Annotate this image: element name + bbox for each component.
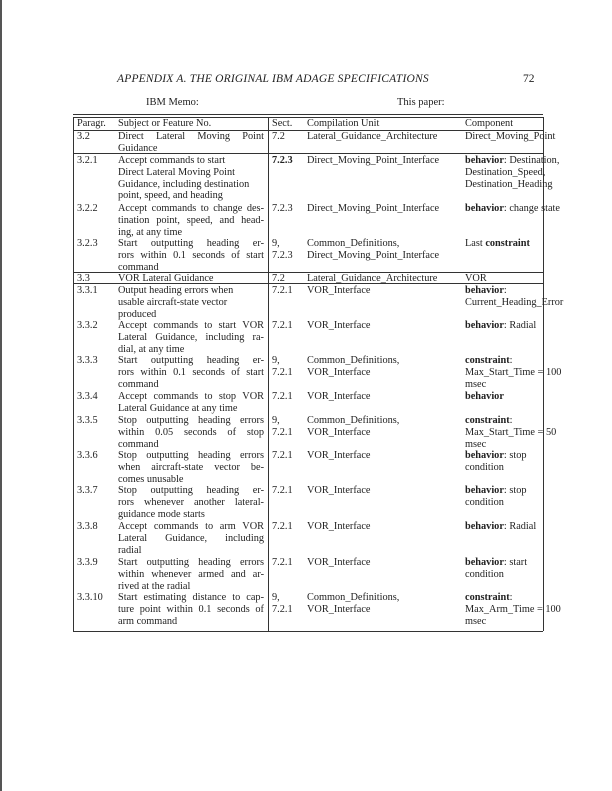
paragraph-number: 3.3.1 <box>77 285 98 296</box>
paragraph-number: 3.3 <box>77 273 90 284</box>
subject-cell <box>118 285 264 320</box>
component-line <box>465 155 559 167</box>
compilation-unit-cell <box>307 485 370 497</box>
subject-line: Guidance <box>118 142 158 154</box>
compilation-unit-cell <box>307 131 437 143</box>
section-cell <box>272 355 293 379</box>
paragraph-number: 3.3.8 <box>77 521 98 532</box>
subject-cell <box>118 238 264 273</box>
component-cell <box>465 238 530 250</box>
component-text: Destination_Speed, <box>465 166 546 178</box>
component-text: : <box>509 415 513 426</box>
col-header-compilation-unit: Compilation Unit <box>307 118 380 129</box>
compilation-unit-cell <box>307 521 370 533</box>
component-line <box>465 297 563 309</box>
paragraph-number: 3.3.5 <box>77 415 98 426</box>
component-cell <box>465 131 555 143</box>
component-cell <box>465 450 527 474</box>
component-text: Last <box>465 238 486 249</box>
unit-line: VOR_Interface <box>307 603 371 615</box>
subject-line: Accept commands to arm VOR <box>118 521 264 532</box>
section-cell <box>272 285 293 297</box>
component-text: : <box>509 592 513 603</box>
section-line: 7.2.3 <box>272 155 293 166</box>
rule <box>73 114 543 115</box>
compilation-unit-cell <box>307 355 399 379</box>
subject-line: Direct Lateral Moving Point <box>118 131 264 142</box>
subject-line: dial, at any time <box>118 343 185 355</box>
subject-line: command <box>118 438 159 450</box>
subject-line: rors whenever another lateral- <box>118 496 264 508</box>
section-cell <box>272 450 293 462</box>
subject-cell <box>118 273 264 285</box>
subject-line: Start outputting heading er- <box>118 355 264 366</box>
subject-line: point, speed, and heading <box>118 190 223 202</box>
subject-line: Guidance, including destination <box>118 178 250 190</box>
section-cell <box>272 238 293 262</box>
paragraph-number: 3.2 <box>77 131 90 142</box>
subject-line: Start outputting heading errors <box>118 557 264 568</box>
page-number: 72 <box>523 73 535 85</box>
subject-line: Accept commands to stop VOR <box>118 391 264 402</box>
component-line <box>465 485 527 497</box>
subject-line: radial <box>118 544 142 556</box>
keyword: behavior <box>465 155 504 166</box>
component-text: Max_Start_Time = 100 <box>465 366 562 378</box>
subject-cell <box>118 450 264 485</box>
subject-line: Accept commands to change des- <box>118 203 264 214</box>
section-line: 7.2.1 <box>272 366 293 378</box>
subject-line: usable aircraft-state vector <box>118 296 228 308</box>
section-line: 7.2 <box>272 273 285 284</box>
paragraph-number: 3.3.6 <box>77 450 98 461</box>
paragraph-number: 3.2.1 <box>77 155 98 166</box>
compilation-unit-cell <box>307 203 439 215</box>
section-line: 7.2 <box>272 131 285 142</box>
subject-line: Stop outputting heading errors <box>118 450 264 461</box>
section-line: 7.2.1 <box>272 320 293 331</box>
section-line: 7.2.1 <box>272 285 293 296</box>
unit-line: VOR_Interface <box>307 450 371 461</box>
component-text: Current_Heading_Error <box>465 296 564 308</box>
subject-line: rors within 0.1 seconds of start <box>118 366 264 378</box>
subject-line: command <box>118 378 159 390</box>
compilation-unit-cell <box>307 391 370 403</box>
component-line <box>465 391 504 403</box>
section-cell <box>272 485 293 497</box>
component-line <box>465 367 561 379</box>
unit-line: Direct_Moving_Point_Interface <box>307 249 440 261</box>
subject-line: Accept commands to start <box>118 155 226 166</box>
component-line <box>465 179 559 191</box>
rule <box>268 117 269 631</box>
caption-ibm-memo: IBM Memo: <box>146 97 199 108</box>
component-line <box>465 203 560 215</box>
rule <box>73 117 74 631</box>
component-text: : start <box>503 557 528 568</box>
unit-line: Common_Definitions, <box>307 592 400 603</box>
component-line <box>465 355 561 367</box>
component-text: msec <box>465 438 487 450</box>
unit-line: Common_Definitions, <box>307 415 400 426</box>
compilation-unit-cell <box>307 592 399 616</box>
component-text: condition <box>465 568 504 580</box>
unit-line: VOR_Interface <box>307 426 371 438</box>
section-cell <box>272 391 293 403</box>
subject-cell <box>118 355 264 390</box>
subject-line: Lateral Guidance, including ra- <box>118 331 264 343</box>
keyword: constraint <box>465 592 510 603</box>
paragraph-number: 3.3.9 <box>77 557 98 568</box>
component-cell <box>465 415 556 450</box>
paragraph-number: 3.2.3 <box>77 238 98 249</box>
component-line <box>465 415 556 427</box>
caption-this-paper: This paper: <box>397 97 445 108</box>
compilation-unit-cell <box>307 557 370 569</box>
section-cell <box>272 203 293 215</box>
subject-cell <box>118 203 264 238</box>
component-text: condition <box>465 496 504 508</box>
subject-line: Lateral Guidance at any time <box>118 402 238 414</box>
component-text: : stop <box>503 485 527 496</box>
component-cell <box>465 285 563 309</box>
section-cell <box>272 131 285 143</box>
keyword: constraint <box>465 355 510 366</box>
keyword: constraint <box>485 238 530 249</box>
unit-line: VOR_Interface <box>307 285 371 296</box>
section-cell <box>272 320 293 332</box>
section-cell <box>272 592 293 616</box>
section-cell <box>272 155 293 167</box>
component-line <box>465 592 561 604</box>
component-cell <box>465 592 561 627</box>
subject-line: comes unusable <box>118 473 184 485</box>
subject-line: rived at the radial <box>118 580 191 592</box>
subject-line: Accept commands to start VOR <box>118 320 264 331</box>
subject-line: Start outputting heading er- <box>118 238 264 249</box>
component-cell <box>465 203 560 215</box>
section-line: 9, <box>272 238 280 249</box>
unit-line: VOR_Interface <box>307 485 371 496</box>
subject-line: arm command <box>118 615 178 627</box>
subject-line: Output heading errors when <box>118 285 234 296</box>
component-text: : change state <box>503 203 560 214</box>
component-cell <box>465 391 504 403</box>
subject-line: Direct Lateral Moving Point <box>118 166 235 178</box>
subject-line: Stop outputting heading er- <box>118 485 264 496</box>
unit-line: Common_Definitions, <box>307 355 400 366</box>
scan-edge <box>0 0 2 791</box>
section-line: 7.2.1 <box>272 450 293 461</box>
component-text: Direct_Moving_Point <box>465 131 556 142</box>
component-text: Max_Start_Time = 50 <box>465 426 557 438</box>
subject-cell <box>118 391 264 415</box>
keyword: behavior <box>465 203 504 214</box>
section-line: 7.2.1 <box>272 391 293 402</box>
unit-line: Lateral_Guidance_Architecture <box>307 131 438 142</box>
section-line: 7.2.3 <box>272 203 293 214</box>
component-text: : Radial <box>503 320 537 331</box>
col-header-section: Sect. <box>272 118 293 129</box>
component-text: VOR <box>465 273 487 284</box>
compilation-unit-cell <box>307 155 439 167</box>
section-cell <box>272 273 285 285</box>
keyword: behavior <box>465 485 504 496</box>
compilation-unit-cell <box>307 450 370 462</box>
component-line <box>465 616 561 628</box>
compilation-unit-cell <box>307 285 370 297</box>
subject-line: Lateral Guidance, including <box>118 532 264 544</box>
component-line <box>465 462 527 474</box>
paragraph-number: 3.3.2 <box>77 320 98 331</box>
section-line: 9, <box>272 355 280 366</box>
component-text: : <box>503 285 507 296</box>
component-cell <box>465 273 487 285</box>
component-text: msec <box>465 378 487 390</box>
component-text: : Destination, <box>503 155 560 166</box>
rule <box>73 631 543 632</box>
component-line <box>465 521 536 533</box>
subject-line: VOR Lateral Guidance <box>118 273 214 284</box>
component-cell <box>465 155 559 190</box>
component-line <box>465 379 561 391</box>
section-line: 7.2.1 <box>272 426 293 438</box>
section-line: 7.2.1 <box>272 485 293 496</box>
component-line <box>465 131 555 143</box>
component-text: Max_Arm_Time = 100 <box>465 603 561 615</box>
component-line <box>465 450 527 462</box>
paragraph-number: 3.3.3 <box>77 355 98 366</box>
subject-cell <box>118 592 264 627</box>
unit-line: Common_Definitions, <box>307 238 400 249</box>
unit-line: Direct_Moving_Point_Interface <box>307 203 440 214</box>
compilation-unit-cell <box>307 415 399 439</box>
component-line <box>465 439 556 451</box>
component-text: : <box>509 355 513 366</box>
component-line <box>465 320 536 332</box>
subject-cell <box>118 155 264 202</box>
subject-line: within 0.05 seconds of stop <box>118 426 264 438</box>
component-cell <box>465 557 527 581</box>
component-line <box>465 557 527 569</box>
component-text: : stop <box>503 450 527 461</box>
col-header-component: Component <box>465 118 514 129</box>
component-line <box>465 273 487 285</box>
subject-cell <box>118 131 264 155</box>
compilation-unit-cell <box>307 238 439 262</box>
paragraph-number: 3.3.4 <box>77 391 98 402</box>
paragraph-number: 3.2.2 <box>77 203 98 214</box>
keyword: constraint <box>465 415 510 426</box>
subject-line: produced <box>118 308 157 320</box>
compilation-unit-cell <box>307 320 370 332</box>
component-line <box>465 569 527 581</box>
unit-line: VOR_Interface <box>307 391 371 402</box>
component-text: msec <box>465 615 487 627</box>
unit-line: VOR_Interface <box>307 557 371 568</box>
subject-cell <box>118 415 264 450</box>
component-line <box>465 285 563 297</box>
paragraph-number: 3.3.10 <box>77 592 103 603</box>
subject-line: rors within 0.1 seconds of start <box>118 249 264 261</box>
subject-line: when aircraft-state vector be- <box>118 461 264 473</box>
paragraph-number: 3.3.7 <box>77 485 98 496</box>
subject-cell <box>118 320 264 355</box>
unit-line: Lateral_Guidance_Architecture <box>307 273 438 284</box>
component-cell <box>465 485 527 509</box>
section-line: 7.2.1 <box>272 603 293 615</box>
section-cell <box>272 521 293 533</box>
component-text: : Radial <box>503 521 537 532</box>
component-text: Destination_Heading <box>465 178 553 190</box>
keyword: behavior <box>465 391 504 402</box>
subject-cell <box>118 521 264 556</box>
component-line <box>465 604 561 616</box>
unit-line: VOR_Interface <box>307 320 371 331</box>
component-line <box>465 497 527 509</box>
col-header-paragraph: Paragr. <box>77 118 106 129</box>
section-line: 9, <box>272 415 280 426</box>
section-cell <box>272 557 293 569</box>
subject-line: ing, at any time <box>118 226 183 238</box>
subject-cell <box>118 557 264 592</box>
subject-line: guidance mode starts <box>118 508 205 520</box>
running-header: APPENDIX A. THE ORIGINAL IBM ADAGE SPECIFICATIONS <box>117 73 429 85</box>
component-cell <box>465 521 536 533</box>
subject-line: Start estimating distance to cap- <box>118 592 264 603</box>
unit-line: VOR_Interface <box>307 521 371 532</box>
component-line <box>465 238 530 250</box>
component-cell <box>465 320 536 332</box>
unit-line: Direct_Moving_Point_Interface <box>307 155 440 166</box>
section-line: 7.2.3 <box>272 249 293 261</box>
keyword: behavior <box>465 450 504 461</box>
unit-line: VOR_Interface <box>307 366 371 378</box>
subject-line: within whenever armed and ar- <box>118 568 264 580</box>
section-line: 9, <box>272 592 280 603</box>
component-line <box>465 167 559 179</box>
subject-line: tination point, speed, and head- <box>118 214 264 226</box>
subject-line: Stop outputting heading errors <box>118 415 264 426</box>
compilation-unit-cell <box>307 273 437 285</box>
keyword: behavior <box>465 285 504 296</box>
component-cell <box>465 355 561 390</box>
keyword: behavior <box>465 320 504 331</box>
section-line: 7.2.1 <box>272 557 293 568</box>
section-cell <box>272 415 293 439</box>
component-line <box>465 427 556 439</box>
subject-line: command <box>118 261 159 273</box>
keyword: behavior <box>465 521 504 532</box>
keyword: behavior <box>465 557 504 568</box>
subject-cell <box>118 485 264 520</box>
section-line: 7.2.1 <box>272 521 293 532</box>
col-header-subject: Subject or Feature No. <box>118 118 212 129</box>
component-text: condition <box>465 461 504 473</box>
subject-line: ture point within 0.1 seconds of <box>118 603 264 615</box>
